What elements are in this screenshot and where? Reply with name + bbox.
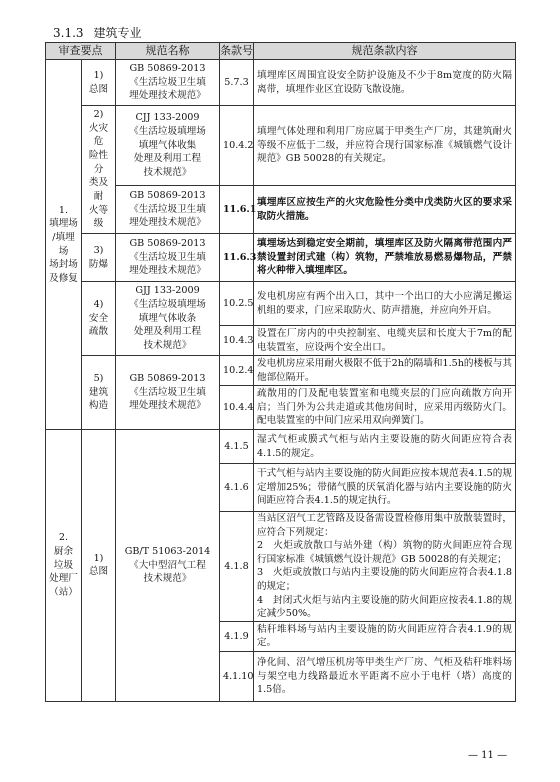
- clause-content: 秸秆堆料场与站内主要设施的防火间距应符合表4.1.9的规定。: [254, 621, 516, 651]
- clause-content: 填埋场达到稳定安全期前，填埋库区及防火隔离带范围内严禁设置封闭式建（构）筑物，严禁堆放易燃易爆物品，严禁将火种带入填埋库区。: [254, 234, 516, 282]
- section-number: 3.1.3: [53, 26, 84, 40]
- spec-name: CJJ 133-2009 《生活垃圾填埋场 填埋气体收集 处理及利用工程 技术规范》: [116, 106, 220, 186]
- clause-no: 10.4.3: [220, 326, 254, 356]
- clause-content: 净化间、沼气增压机房等甲类生产厂房、气柜及秸秆堆料场与架空电力线路最近水平距离不应小于电杆（塔）高度的1.5倍。: [254, 651, 516, 701]
- table-row: [46, 356, 516, 386]
- table-row: [46, 186, 516, 234]
- spec-name: GJJ 133-2009 《生活垃圾填埋场 填埋气体收条 处理及利用工程 技术规范》: [116, 282, 220, 356]
- clause-no: 11.6.1: [220, 186, 254, 234]
- clause-no: 10.4.2: [220, 106, 254, 186]
- spec-name: GB 50869-2013 《生活垃圾卫生填 埋处理技术规范》: [116, 356, 220, 430]
- clause-content: 设置在厂房内的中央控制室、电缆夹层和长度大于7m的配电装置室，应设两个安全出口。: [254, 326, 516, 356]
- page-number: — 11 —: [468, 750, 508, 761]
- clause-no: 4.1.10: [220, 651, 254, 701]
- table-header-row: [46, 43, 516, 60]
- group-label-kitchen-waste: 2. 厨余 垃圾 处理厂 （站）: [46, 430, 82, 702]
- clause-content: 湿式气柜或膜式气柜与站内主要设施的防火间距应符合表4.1.5的规定。: [254, 430, 516, 464]
- review-table: [45, 42, 516, 702]
- header-clause-no: 条款号: [220, 43, 254, 60]
- sub-label-fire-risk: 2) 火灾危 险性分 类及耐 火等级: [82, 106, 116, 234]
- spec-name: GB 50869-2013 《生活垃圾卫生填 埋处理技术规范》: [116, 234, 220, 282]
- table-row: [46, 60, 516, 106]
- table-row: [46, 234, 516, 282]
- table-row: [46, 106, 516, 186]
- clause-content: 填埋库区周围宜设安全防护设施及不少于8m宽度的防火隔离带，填埋作业区宜设防飞散设施。: [254, 60, 516, 106]
- clause-no: 10.2.4: [220, 356, 254, 386]
- clause-content: 干式气柜与站内主要设施的防火间距应按本规范表4.1.5的规定增加25%；带储气膜的厌氧消化器与站内主要设施的防火间距应符合表4.1.5的规定执行。: [254, 464, 516, 512]
- clause-content: 发电机房应有两个出入口，其中一个出口的大小应满足搬运机组的要求，门应采取防火、防声措施，并应向外开启。: [254, 282, 516, 326]
- clause-no: 5.7.3: [220, 60, 254, 106]
- header-spec-name: 规范名称: [116, 43, 220, 60]
- clause-no: 10.2.5: [220, 282, 254, 326]
- spec-name: GB 50869-2013 《生活垃圾卫生填 埋处理技术规范》: [116, 60, 220, 106]
- clause-content: 疏散用的门及配电装置室和电缆夹层的门应向疏散方向开启；当门外为公共走道或其他房间时，应采用丙级防火门。配电装置室的中间门应采用双向弹簧门。: [254, 386, 516, 430]
- group-label-landfill: 1. 填埋场 /填埋场 场封场 及修复: [46, 60, 82, 430]
- clause-content: 当站区沼气工艺管路及设备需设置检修用集中放散装置时，应符合下列规定： 2 火炬或放散口与站外建（构）筑物的防火间距应符合现行国家标准《城镇燃气设计规范》GB 50028的有关规定； 3 火炬或放散口与站内主要设施的防火间距应符合表4.1.8的规定； 4 封闭式火炬与站内主要设施的防火间距应按表4.1.8的规定减少50%。: [254, 512, 516, 622]
- clause-no: 11.6.3: [220, 234, 254, 282]
- sub-label-general-layout: 1) 总图: [82, 60, 116, 106]
- table-row: [46, 430, 516, 464]
- table-row: [46, 282, 516, 326]
- clause-content: 发电机房应采用耐火极限不低于2h的隔墙和1.5h的楼板与其他部位隔开。: [254, 356, 516, 386]
- clause-no: 10.4.4: [220, 386, 254, 430]
- spec-name: GB 50869-2013 《生活垃圾卫生填 埋处理技术规范》: [116, 186, 220, 234]
- header-review-point: 审查要点: [46, 43, 116, 60]
- sub-label-general-layout: 1) 总图: [82, 430, 116, 702]
- clause-content: 填埋气体处理和利用厂房应属于甲类生产厂房，其建筑耐火等级不应低于二级，并应符合现行国家标准《城镇燃气设计规范》GB 50028的有关规定。: [254, 106, 516, 186]
- clause-no: 4.1.5: [220, 430, 254, 464]
- section-heading: [53, 24, 142, 41]
- sub-label-evacuation: 4) 安全 疏散: [82, 282, 116, 356]
- sub-label-construction: 5) 建筑 构造: [82, 356, 116, 430]
- section-title: 建筑专业: [93, 26, 142, 40]
- clause-no: 4.1.8: [220, 512, 254, 622]
- header-clause-content: 规范条款内容: [254, 43, 516, 60]
- clause-no: 4.1.6: [220, 464, 254, 512]
- spec-name: GB/T 51063-2014 《大中型沼气工程 技术规范》: [116, 430, 220, 702]
- clause-no: 4.1.9: [220, 621, 254, 651]
- clause-content: 填埋库区应按生产的火灾危险性分类中戊类防火区的要求采取防火措施。: [254, 186, 516, 234]
- sub-label-explosion-proof: 3) 防爆: [82, 234, 116, 282]
